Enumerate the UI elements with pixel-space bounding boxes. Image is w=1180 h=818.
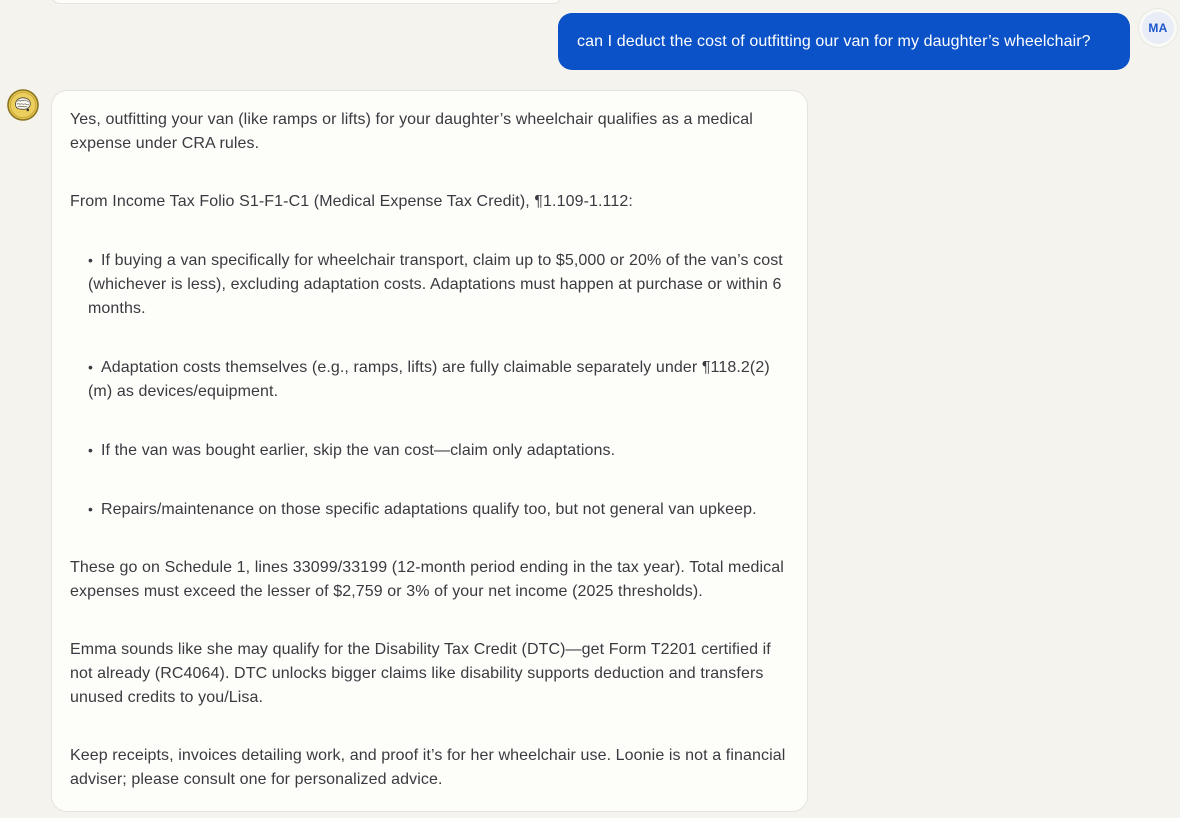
user-message-text: can I deduct the cost of outfitting our van for my daughter’s wheelchair? [577,32,1091,50]
bullet-marker: • [88,359,101,375]
user-avatar-initials: MA [1148,21,1168,35]
message-bullet-item: • If buying a van specifically for wheelchair transport, claim up to $5,000 or 20% of the van’s cost (whichever is less), excluding adaptation costs. Adaptations must happen at purchase or within 6 months. [88,252,783,317]
message-paragraph: Yes, outfitting your van (like ramps or lifts) for your daughter’s wheelchair qualifies as a medical expense under CRA rules. [70,111,753,152]
message-paragraph: Emma sounds like she may qualify for the Disability Tax Credit (DTC)—get Form T2201 certified if not already (RC4064). DTC unlocks bigger claims like disability supports deduction and transfers unused credits to you/Lisa. [70,641,771,706]
bullet-marker: • [88,442,101,458]
user-avatar [1142,12,1174,44]
user-message-bubble [558,13,1130,70]
previous-message-bubble-fragment [51,0,562,4]
message-paragraph: From Income Tax Folio S1-F1-C1 (Medical Expense Tax Credit), ¶1.109-1.112: [70,193,633,210]
bullet-marker: • [88,252,101,268]
message-bullet-item: • Adaptation costs themselves (e.g., ramps, lifts) are fully claimable separately under ¶118.2(2)(m) as devices/equipment. [88,359,770,400]
assistant-message-bubble [51,90,808,812]
message-paragraph: Keep receipts, invoices detailing work, and proof it’s for her wheelchair use. Loonie is not a financial adviser; please consult one for personalized advice. [70,747,786,788]
message-paragraph: These go on Schedule 1, lines 33099/33199 (12-month period ending in the tax year). Total medical expenses must exceed the lesser of $2,759 or 3% of your net income (2025 thresholds). [70,559,784,600]
bullet-marker: • [88,501,101,517]
message-bullet-item: • Repairs/maintenance on those specific adaptations qualify too, but not general van upkeep. [88,501,757,518]
user-message-row [0,13,1180,70]
message-bullet-item: • If the van was bought earlier, skip the van cost—claim only adaptations. [88,442,616,459]
loonie-coin-icon [7,89,39,121]
